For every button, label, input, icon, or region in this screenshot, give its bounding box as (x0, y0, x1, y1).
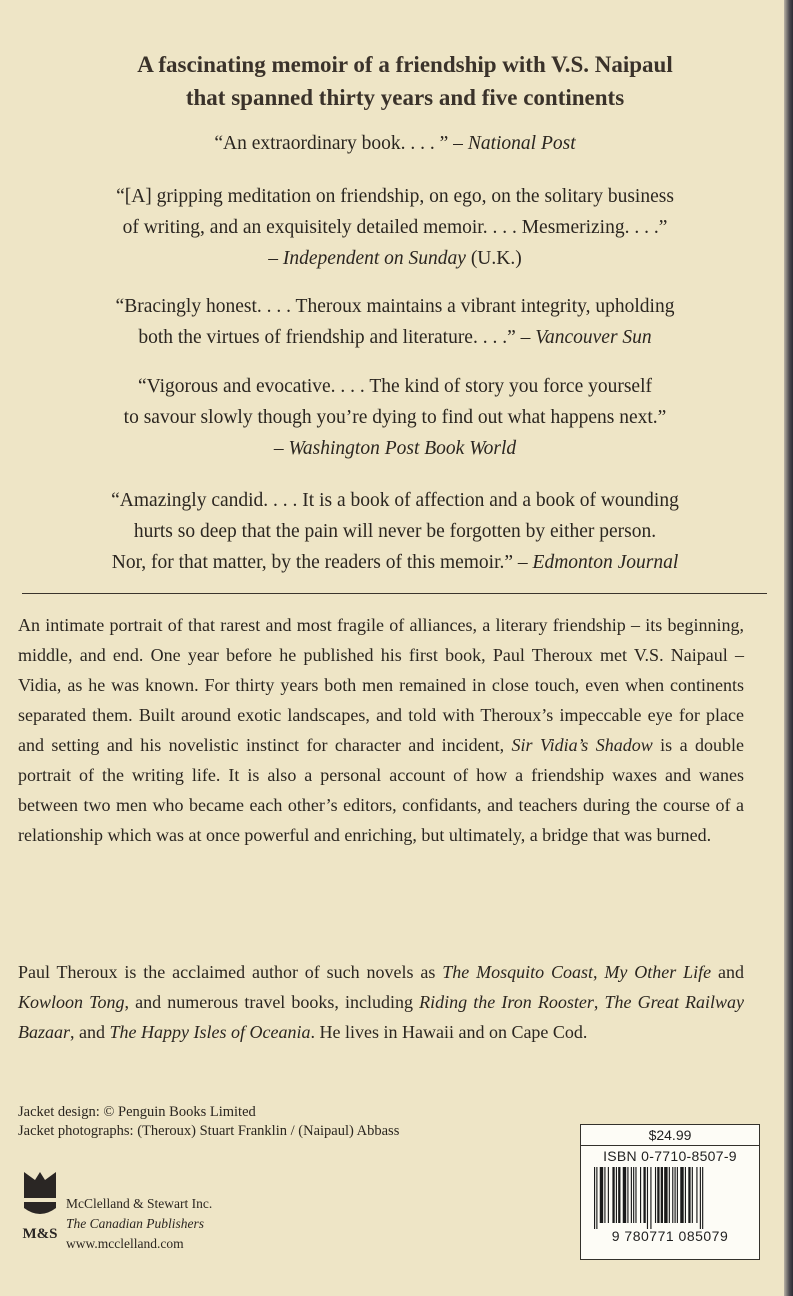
book-title: Sir Vidia’s Shadow (511, 735, 653, 755)
barcode-bar (594, 1167, 595, 1229)
barcode-bar (650, 1167, 651, 1229)
quote-national-post: “An extraordinary book. . . . ” – National Post (214, 133, 576, 154)
barcode-bar (612, 1167, 614, 1223)
barcode-bar (618, 1167, 620, 1223)
barcode-bar (623, 1167, 626, 1223)
publisher-logo (22, 1168, 58, 1246)
barcode-bar (692, 1167, 693, 1223)
barcode-bar (631, 1167, 632, 1223)
barcode-bar (661, 1167, 663, 1223)
barcode-bar (675, 1167, 676, 1223)
barcode-bar (700, 1167, 701, 1229)
barcode-bar (696, 1167, 697, 1223)
barcode-bar (608, 1167, 609, 1223)
barcode-bars (590, 1167, 750, 1229)
barcode-bar (604, 1167, 605, 1223)
headline-line-1: A fascinating memoir of a friendship with V.S. Naipaul (137, 52, 673, 77)
author-bio-paragraph: Paul Theroux is the acclaimed author of such novels as The Mosquito Coast, My Other Life and Kowloon Tong, and numerous travel books, including Riding the Iron Rooster, The Great Railway Bazaar, and The Happy Isles of Oceania. He lives in Hawaii and on Cape Cod. (18, 962, 745, 1042)
barcode-bar (616, 1167, 617, 1223)
barcode-bar (640, 1167, 641, 1223)
quote-source: Edmonton Journal (532, 552, 679, 573)
barcode-bar (702, 1167, 703, 1229)
quote-washington-post: “Vigorous and evocative. . . . The kind of story you force yourself to savour slowly though you’re dying to find out what happens next.” – Washington Post Book World (123, 376, 667, 459)
publisher-name: McClelland & Stewart Inc. (66, 1196, 213, 1211)
headline (60, 48, 750, 114)
divider-rule (22, 593, 767, 594)
quote-source: Independent on Sunday (282, 248, 466, 269)
quote-source: Vancouver Sun (535, 327, 652, 348)
barcode-bar (635, 1167, 636, 1223)
barcode-bar (643, 1167, 645, 1223)
publisher-tagline: The Canadian Publishers (66, 1216, 205, 1231)
barcode-bar (657, 1167, 659, 1223)
barcode-bar (688, 1167, 690, 1223)
headline-line-2: that spanned thirty years and five continents (185, 85, 625, 110)
barcode-bar (664, 1167, 667, 1223)
barcode-bar (600, 1167, 603, 1223)
barcode-bar (596, 1167, 597, 1229)
quote-independent: “[A] gripping meditation on friendship, on ego, on the solitary business of writing, and an exquisitely detailed memoir. . . . Mesmerizing. . . .” – Independent on Sunday (U.K.) (116, 186, 674, 269)
quote-edmonton-journal: “Amazingly candid. . . . It is a book of affection and a book of wounding hurts so deep that the pain will never be forgotten by either person. Nor, for that matter, by the readers of this memoir.” – Edmonton Journal (111, 490, 679, 573)
logo-text: M&S (22, 1226, 58, 1242)
publisher-block (66, 1194, 212, 1254)
barcode-bar (647, 1167, 648, 1229)
jacket-design-credit: Jacket design: © Penguin Books Limited (18, 1104, 256, 1120)
barcode-digits: 9 780771 085079 (611, 1228, 729, 1244)
barcode-bar (685, 1167, 686, 1223)
spine-edge (784, 0, 793, 1296)
quote-source: National Post (467, 133, 576, 154)
description-paragraph: An intimate portrait of that rarest and most fragile of alliances, a literary friendship – its beginning, middle, and end. One year before he published his first book, Paul Theroux met V.S. Naipaul – Vidia, as he was known. For thirty years both men remained in close touch, even when continents separated them. Built around exotic landscapes, and told with Theroux’s impeccable eye for place and setting and his novelistic instinct for character and incident, Sir Vidia’s Shadow is a double portrait of the writing life. It is also a personal account of how a friendship waxes and wanes between two men who became each other’s editors, confidants, and teachers during the course of a relationship which was at once powerful and enriching, but ultimately, a bridge that was burned. (18, 615, 744, 845)
barcode-bar (655, 1167, 656, 1223)
barcode-bar (633, 1167, 634, 1223)
quote-vancouver-sun: “Bracingly honest. . . . Theroux maintains a vibrant integrity, upholding both the virtues of friendship and literature. . . .” – Vancouver Sun (115, 296, 675, 348)
barcode-bar (677, 1167, 678, 1223)
publisher-url: www.mcclelland.com (66, 1236, 184, 1251)
jacket-credits (18, 1103, 399, 1141)
isbn-label: ISBN 0-7710-8507-9 (603, 1148, 737, 1164)
barcode-bar (680, 1167, 683, 1223)
barcode-bar (672, 1167, 673, 1223)
barcode-panel (580, 1124, 760, 1260)
jacket-photo-credit: Jacket photographs: (Theroux) Stuart Franklin / (Naipaul) Abbass (18, 1123, 400, 1139)
quote-source: Washington Post Book World (288, 438, 517, 459)
barcode-bar (669, 1167, 670, 1223)
price-label: $24.99 (581, 1125, 759, 1146)
barcode-bar (627, 1167, 628, 1223)
